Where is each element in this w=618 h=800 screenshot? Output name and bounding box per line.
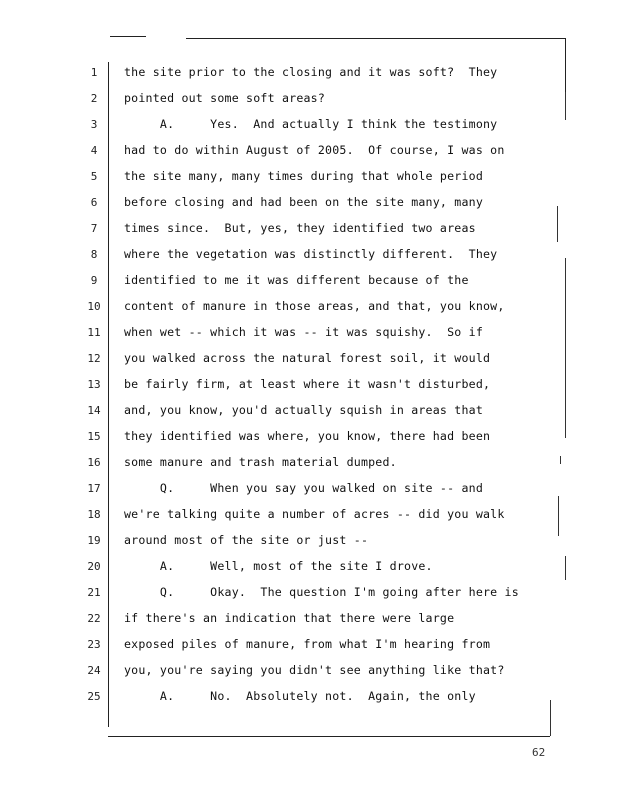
line-text: Q. When you say you walked on site -- and bbox=[124, 481, 484, 495]
transcript-body bbox=[0, 62, 618, 712]
line-text: content of manure in those areas, and that, you know, bbox=[124, 299, 505, 313]
transcript-line bbox=[0, 374, 618, 400]
transcript-line bbox=[0, 244, 618, 270]
line-text: where the vegetation was distinctly different. They bbox=[124, 247, 498, 261]
line-text: pointed out some soft areas? bbox=[124, 91, 326, 105]
line-number: 6 bbox=[90, 196, 98, 209]
line-text: A. Well, most of the site I drove. bbox=[124, 559, 433, 573]
line-text: when wet -- which it was -- it was squishy. So if bbox=[124, 325, 484, 339]
transcript-line bbox=[0, 504, 618, 530]
line-text: we're talking quite a number of acres -- did you walk bbox=[124, 507, 505, 521]
transcript-line bbox=[0, 530, 618, 556]
transcript-line bbox=[0, 218, 618, 244]
top-rule bbox=[186, 38, 566, 39]
line-number: 12 bbox=[87, 352, 101, 365]
line-number: 11 bbox=[87, 326, 101, 339]
line-text: the site prior to the closing and it was soft? They bbox=[124, 65, 498, 79]
transcript-line bbox=[0, 400, 618, 426]
line-text: the site many, many times during that whole period bbox=[124, 169, 484, 183]
line-number: 10 bbox=[87, 300, 101, 313]
line-text: times since. But, yes, they identified two areas bbox=[124, 221, 476, 235]
transcript-line bbox=[0, 88, 618, 114]
transcript-line bbox=[0, 608, 618, 634]
line-text: had to do within August of 2005. Of course, I was on bbox=[124, 143, 505, 157]
line-number: 1 bbox=[90, 66, 98, 79]
line-number: 14 bbox=[87, 404, 101, 417]
bottom-rule bbox=[108, 736, 550, 737]
line-text: around most of the site or just -- bbox=[124, 533, 369, 547]
line-text: identified to me it was different because of the bbox=[124, 273, 469, 287]
line-text: if there's an indication that there were large bbox=[124, 611, 455, 625]
transcript-line bbox=[0, 140, 618, 166]
transcript-line bbox=[0, 114, 618, 140]
line-text: Q. Okay. The question I'm going after here is bbox=[124, 585, 519, 599]
line-number: 17 bbox=[87, 482, 101, 495]
line-number: 25 bbox=[87, 690, 101, 703]
transcript-line bbox=[0, 296, 618, 322]
line-number: 15 bbox=[87, 430, 101, 443]
transcript-line bbox=[0, 660, 618, 686]
line-number: 5 bbox=[90, 170, 98, 183]
line-text: A. No. Absolutely not. Again, the only bbox=[124, 689, 476, 703]
line-number: 20 bbox=[87, 560, 101, 573]
transcript-line bbox=[0, 426, 618, 452]
line-text: before closing and had been on the site many, many bbox=[124, 195, 484, 209]
line-text: and, you know, you'd actually squish in areas that bbox=[124, 403, 484, 417]
line-text: you, you're saying you didn't see anything like that? bbox=[124, 663, 505, 677]
line-text: be fairly firm, at least where it wasn't disturbed, bbox=[124, 377, 491, 391]
line-number: 9 bbox=[90, 274, 98, 287]
transcript-line bbox=[0, 348, 618, 374]
line-number: 19 bbox=[87, 534, 101, 547]
transcript-line bbox=[0, 192, 618, 218]
line-number: 8 bbox=[90, 248, 98, 261]
line-number: 7 bbox=[90, 222, 98, 235]
transcript-line bbox=[0, 166, 618, 192]
line-number: 23 bbox=[87, 638, 101, 651]
line-number: 16 bbox=[87, 456, 101, 469]
transcript-line bbox=[0, 634, 618, 660]
line-text: exposed piles of manure, from what I'm hearing from bbox=[124, 637, 491, 651]
transcript-line bbox=[0, 478, 618, 504]
top-rule-left bbox=[110, 36, 146, 37]
line-text: some manure and trash material dumped. bbox=[124, 455, 397, 469]
transcript-line bbox=[0, 452, 618, 478]
page-number: 62 bbox=[532, 746, 546, 759]
transcript-line bbox=[0, 556, 618, 582]
transcript-line bbox=[0, 62, 618, 88]
line-number: 21 bbox=[87, 586, 101, 599]
line-number: 13 bbox=[87, 378, 101, 391]
transcript-line bbox=[0, 686, 618, 712]
line-number: 24 bbox=[87, 664, 101, 677]
transcript-line bbox=[0, 270, 618, 296]
transcript-line bbox=[0, 582, 618, 608]
line-text: they identified was where, you know, there had been bbox=[124, 429, 491, 443]
line-text: you walked across the natural forest soil, it would bbox=[124, 351, 491, 365]
line-number: 4 bbox=[90, 144, 98, 157]
line-number: 18 bbox=[87, 508, 101, 521]
line-number: 2 bbox=[90, 92, 98, 105]
line-number: 3 bbox=[90, 118, 98, 131]
line-text: A. Yes. And actually I think the testimony bbox=[124, 117, 498, 131]
transcript-line bbox=[0, 322, 618, 348]
line-number: 22 bbox=[87, 612, 101, 625]
